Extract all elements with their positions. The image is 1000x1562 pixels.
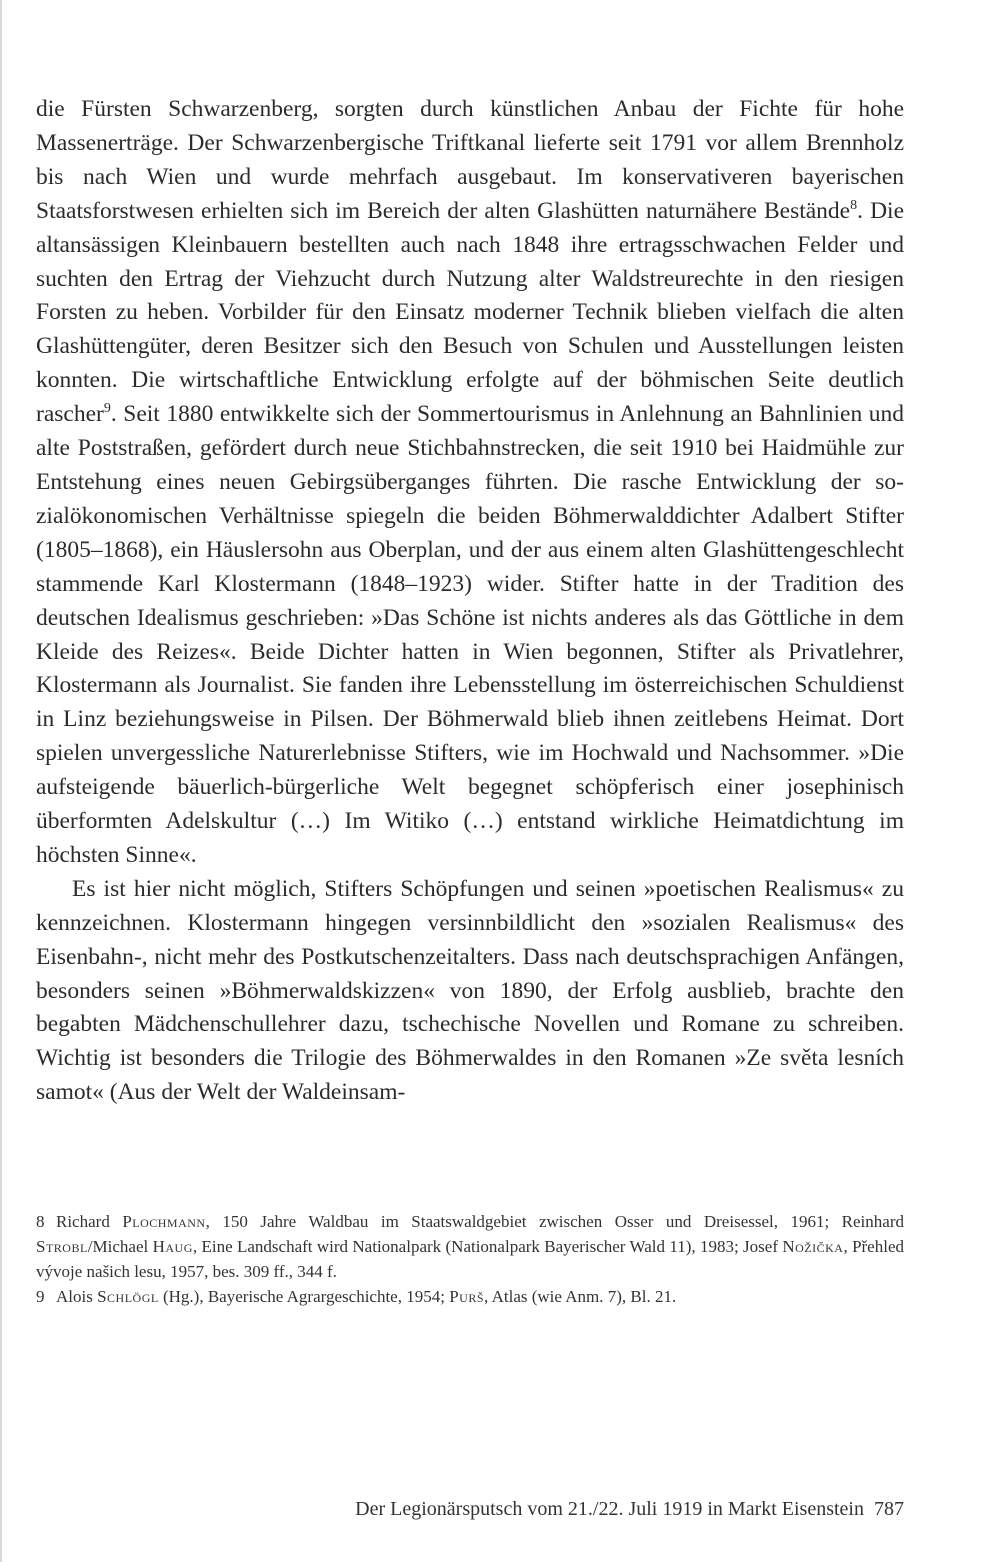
main-text [36, 93, 904, 1110]
footnote-ref-9: 9 [103, 401, 111, 417]
author-name: Purš [449, 1287, 485, 1306]
page-edge [0, 0, 2, 1562]
author-name: Nožička [782, 1237, 844, 1256]
text-segment: Es ist hier nicht möglich, Stifters Schöpfungen und seinen »poetischen Realismus« zu kennzeichnen. Klostermann hingegen versinnbildlicht den »sozialen Realismus« des Eisenbahn-, nicht mehr des Postkutschenzeitalters. Dass nach deutschsprachigen Anfängen, besonders seinen »Böhmerwaldskizzen« von 1890, der Erfolg ausblieb, brachte den begabten Mädchenschullehrer dazu, tschechische Novellen und Romane zu schreiben. Wichtig ist besonders die Trilogie des Böhmerwaldes in den Romanen »Ze světa lesních samot« (Aus der Welt der Waldeinsam- [36, 875, 904, 1106]
text-segment: (Hg.), Bayerische Agrargeschichte, 1954; [158, 1287, 450, 1306]
running-title: Der Legionärsputsch vom 21./22. Juli 1919 in Markt Eisenstein [355, 1498, 864, 1520]
footnote-number: 9 [36, 1287, 45, 1306]
author-name: Plochmann [122, 1212, 206, 1231]
author-name: Haug [152, 1237, 193, 1256]
text-segment: Richard [56, 1212, 123, 1231]
footnote-9 [36, 1284, 904, 1309]
running-footer [355, 1498, 904, 1521]
footnote-ref-8: 8 [850, 197, 858, 213]
text-segment: die Fürsten Schwarzenberg, sorgten durch künstlichen Anbau der Fichte für hohe Massenerträge. Der Schwarzenbergische Triftkanal lieferte seit 1791 vor allem Brennholz bis nach Wien und wurde mehrfach ausgebaut. Im konservativeren bayerischen Staatsforstwesen erhielten sich im Bereich der alten Glashütten naturnähere Bestände [36, 96, 904, 224]
text-segment: , Eine Landschaft wird Nationalpark (Nationalpark Bayerischer Wald 11), 1983; Josef [192, 1237, 783, 1256]
footnote-number: 8 [36, 1212, 45, 1231]
text-segment: , Přehled vývoje našich lesu, 1957, bes. 309 ff., 344 f. [36, 1237, 904, 1281]
text-segment: , 150 Jahre Waldbau im Staatswaldgebiet zwischen Osser und Dreisessel, 1961; Reinhard [205, 1212, 904, 1231]
text-segment: /Michael [87, 1237, 153, 1256]
paragraph-1 [36, 93, 904, 873]
text-segment: . Seit 1880 entwikkelte sich der Sommertourismus in Anlehnung an Bahnlinien und alte Poststraßen, gefördert durch neue Stichbahnstrecken, die seit 1910 bei Haidmühle zur Entstehung eines neuen Gebirgsüberganges führten. Die rasche Entwicklung der sozialökonomischen Verhältnisse spiegeln die beiden Böhmerwalddichter Adalbert Stifter (1805–1868), ein Häuslersohn aus Oberplan, und der aus einem alten Glashüttengeschlecht stammende Karl Klostermann (1848–1923) wider. Stifter hatte in der Tradition des deutschen Idealismus geschrieben: »Das Schöne ist nichts anderes als das Göttliche in dem Kleide des Reizes«. Beide Dichter hatten in Wien begonnen, Stifter als Privatlehrer, Klostermann als Journalist. Sie fanden ihre Lebensstellung im österreichischen Schuldienst in Linz beziehungsweise in Pilsen. Der Böhmerwald blieb ihnen zeitlebens Heimat. Dort spielen unvergessliche Naturerlebnisse Stifters, wie im Hochwald und Nachsommer. »Die aufsteigende bäuerlich-bürgerliche Welt begegnet schöpferisch einer josephinisch überformten Adelskultur (…) Im Witiko (…) entstand wirkliche Heimatdichtung im höchsten Sinne«. [36, 401, 904, 868]
author-name: Schlögl [97, 1287, 159, 1306]
paragraph-2 [36, 873, 904, 1110]
page-number: 787 [874, 1498, 904, 1520]
footnote-8 [36, 1209, 904, 1284]
text-segment: , Atlas (wie Anm. 7), Bl. 21. [484, 1287, 677, 1306]
text-segment: Alois [56, 1287, 98, 1306]
text-segment: . Die altansässigen Kleinbauern bestellten auch nach 1848 ihre ertragsschwachen Felder und suchten den Ertrag der Viehzucht durch Nutzung alter Waldstreurechte in den riesigen Forsten zu heben. Vorbilder für den Einsatz moderner Technik blieben vielfach die alten Glashüttengüter, deren Besitzer sich den Besuch von Schulen und Ausstellungen leisten konnten. Die wirtschaftliche Entwicklung erfolgte auf der böhmischen Seite deutlich rascher [36, 197, 904, 428]
footnotes [36, 1209, 904, 1309]
author-name: Strobl [36, 1237, 88, 1256]
